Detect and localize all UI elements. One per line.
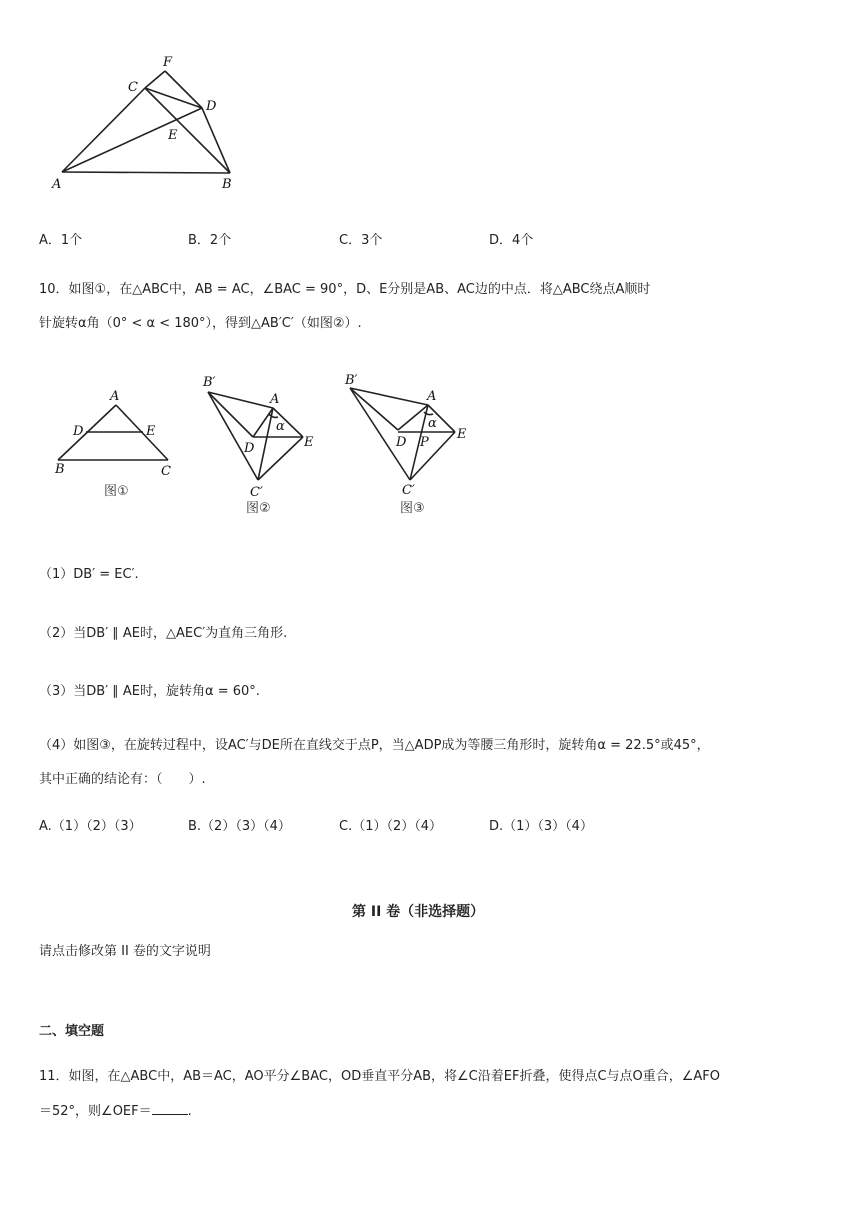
fig2-caption: 图② [246, 501, 271, 516]
answer-blank[interactable] [152, 1102, 188, 1115]
q10-option-d: D.（1）（3）（4） [489, 819, 593, 834]
fig1-label-B: B [55, 462, 65, 477]
q10-option-c: C.（1）（2）（4） [339, 819, 443, 834]
label-D: D [206, 99, 217, 114]
label-F: F [163, 55, 173, 70]
q9-figure [40, 48, 260, 198]
fig2-label-c-prime: C′ [250, 485, 263, 500]
q11-line1: 11．如图，在△ABC中，AB＝AC，AO平分∠BAC，OD垂直平分AB，将∠C沿着EF折叠，使得点C与点O重合，∠AFO [39, 1069, 721, 1084]
label-B: B [222, 177, 232, 192]
q11-line2 [39, 1102, 192, 1121]
q9-option-d: D．4个 [489, 233, 534, 248]
fig1-label-A: A [110, 389, 120, 404]
fig3-label-P: P [420, 435, 429, 450]
q10-question: 其中正确的结论有：（ ）. [39, 772, 206, 787]
fig3-label-alpha: α [428, 416, 437, 431]
section-heading: 二、填空题 [39, 1024, 105, 1039]
fig1-label-C: C [161, 464, 171, 479]
fig2-label-alpha: α [276, 419, 285, 434]
q10-statement-4: （4）如图③，在旋转过程中，设AC′与DE所在直线交于点P，当△ADP成为等腰三角形时，旋转角α = 22.5°或45°， [39, 738, 710, 753]
fig1-caption: 图① [104, 484, 129, 499]
q11-line2-text: ＝52°，则∠OEF＝ [39, 1104, 152, 1119]
fig3-label-D: D [396, 435, 407, 450]
q10-stem-line1: 10．如图①，在△ABC中，AB = AC，∠BAC = 90°，D、E分别是AB、AC边的中点．将△ABC绕点A顺时 [39, 282, 651, 297]
q10-option-b: B.（2）（3）（4） [188, 819, 291, 834]
fig2-label-E: E [304, 435, 314, 450]
q10-stem-line2: 针旋转α角（0° < α < 180°），得到△AB′C′（如图②）. [39, 316, 362, 331]
q10-option-a: A.（1）（2）（3） [39, 819, 142, 834]
q10-statement-3: （3）当DB′ ∥ AE时，旋转角α = 60°. [39, 684, 260, 699]
label-C: C [128, 80, 138, 95]
q10-figure-1 [48, 385, 188, 505]
fig3-label-b-prime: B′ [345, 373, 358, 388]
section-title: 第 II 卷（非选择题） [352, 904, 485, 920]
q10-statement-2: （2）当DB′ ∥ AE时，△AEC′为直角三角形. [39, 626, 288, 641]
label-A: A [52, 177, 62, 192]
fig3-label-E: E [457, 427, 467, 442]
q11-line2-end: . [187, 1104, 192, 1119]
q9-option-c: C．3个 [339, 233, 383, 248]
label-E: E [168, 128, 178, 143]
q10-figure-3 [340, 370, 480, 520]
fig1-label-D: D [73, 424, 84, 439]
q9-option-a: A．1个 [39, 233, 83, 248]
q10-figure-2 [198, 370, 328, 520]
fig2-label-b-prime: B′ [203, 375, 216, 390]
fig1-label-E: E [146, 424, 156, 439]
section-note: 请点击修改第 II 卷的文字说明 [39, 944, 211, 959]
fig2-label-D: D [244, 441, 255, 456]
q10-statement-1: （1）DB′ = EC′. [39, 567, 139, 582]
q9-option-b: B．2个 [188, 233, 232, 248]
fig3-label-c-prime: C′ [402, 483, 415, 498]
fig2-label-A: A [270, 392, 280, 407]
fig3-label-A: A [427, 389, 437, 404]
fig3-caption: 图③ [400, 501, 425, 516]
